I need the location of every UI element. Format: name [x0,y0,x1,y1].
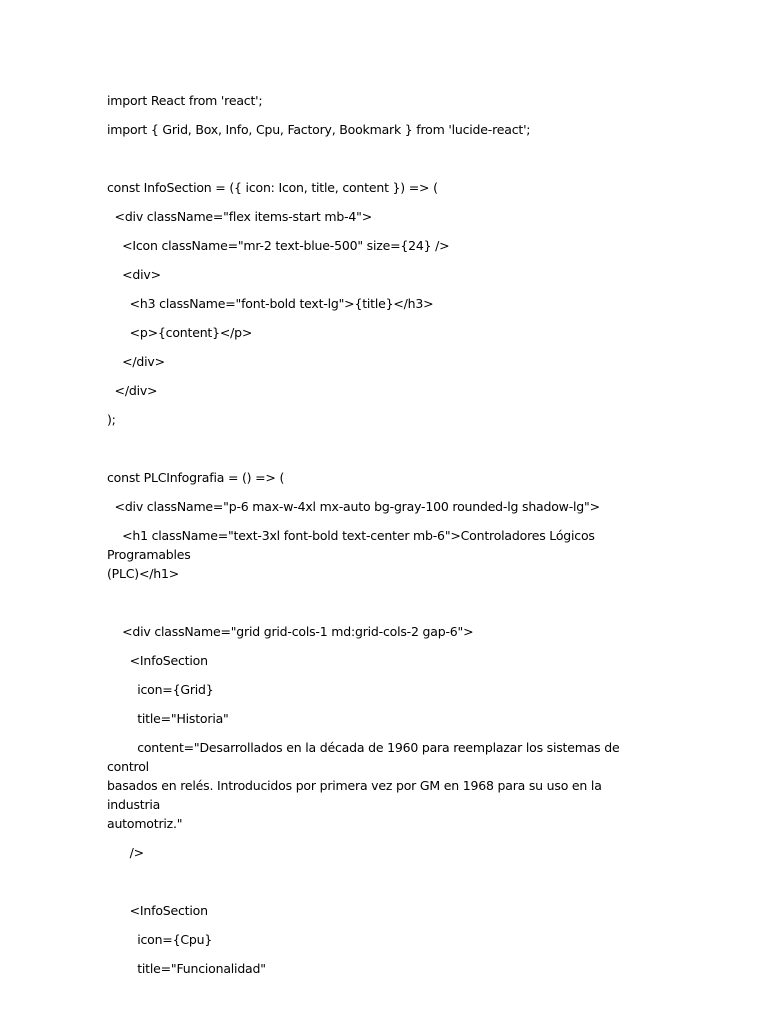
code-line-h1-part2: (PLC)</h1> [107,566,180,581]
blank-line [107,872,647,901]
code-line-import-react: import React from 'react'; [107,93,263,108]
code-line-content-part3: automotriz." [107,816,183,831]
code-line-plcinfografia-decl: const PLCInfografia = () => ( [107,470,285,485]
code-line-paren-close: ); [107,412,116,427]
code-line-h1 [107,526,647,583]
code-line-infosection-decl: const InfoSection = ({ icon: Icon, title, content }) => ( [107,180,438,195]
code-line-title-historia: title="Historia" [107,711,229,726]
code-text-body [107,91,647,988]
blank-line [107,593,647,622]
code-line-title-funcionalidad: title="Funcionalidad" [107,961,266,976]
code-line-import-lucide: import { Grid, Box, Info, Cpu, Factory, Bookmark } from 'lucide-react'; [107,122,531,137]
code-line-content-part2: basados en relés. Introducidos por primera vez por GM en 1968 para su uso en la industria [107,778,606,812]
code-line-content-historia [107,738,647,833]
code-line-div-close-inner: </div> [107,354,165,369]
code-line-div-grid: <div className="grid grid-cols-1 md:grid-cols-2 gap-6"> [107,624,474,639]
code-line-self-close: /> [107,845,144,860]
code-line-icon-cpu: icon={Cpu} [107,932,213,947]
blank-line [107,439,647,468]
code-line-icon-grid: icon={Grid} [107,682,214,697]
code-line-div-flex: <div className="flex items-start mb-4"> [107,209,372,224]
code-line-h1-part1: <h1 className="text-3xl font-bold text-center mb-6">Controladores Lógicos Programables [107,528,599,562]
code-line-infosection-open-2: <InfoSection [107,903,208,918]
code-line-h3: <h3 className="font-bold text-lg">{title}</h3> [107,296,434,311]
code-line-p: <p>{content}</p> [107,325,253,340]
code-line-div-close-outer: </div> [107,383,158,398]
code-line-div-open: <div> [107,267,161,282]
code-line-icon: <Icon className="mr-2 text-blue-500" size={24} /> [107,238,450,253]
blank-line [107,149,647,178]
code-line-div-container: <div className="p-6 max-w-4xl mx-auto bg-gray-100 rounded-lg shadow-lg"> [107,499,600,514]
code-line-infosection-open-1: <InfoSection [107,653,208,668]
code-line-content-part1: content="Desarrollados en la década de 1960 para reemplazar los sistemas de control [107,740,624,774]
